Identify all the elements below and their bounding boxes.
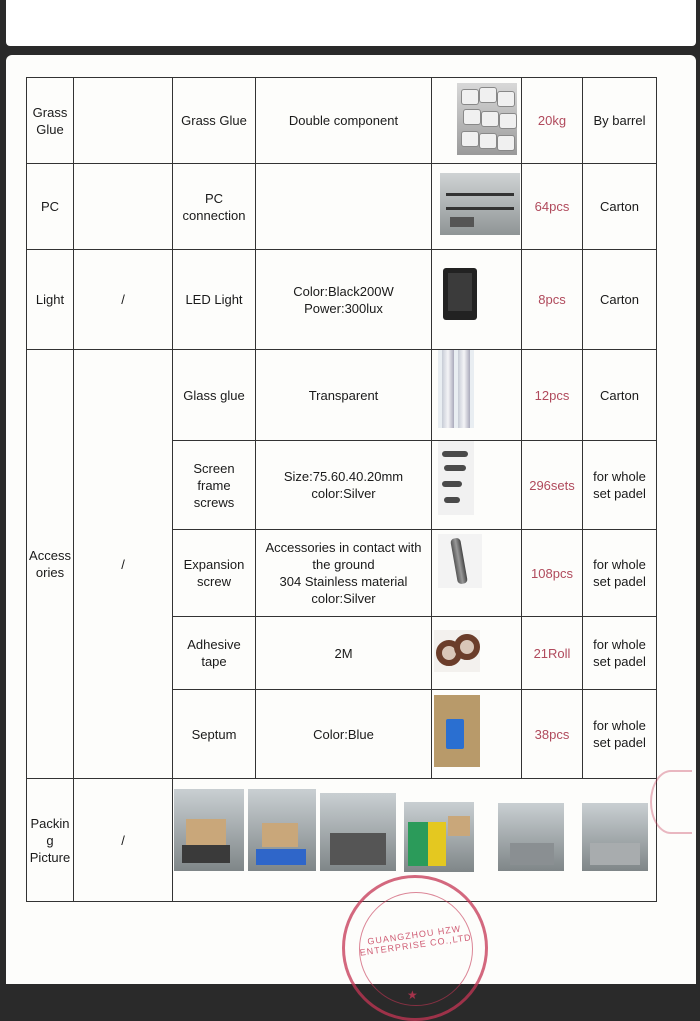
sub-cell: / bbox=[121, 832, 125, 848]
spec-expansion-screw: Accessories in contact with the ground 304 Stainless material color:Silver bbox=[265, 540, 422, 606]
glass-glue-photo bbox=[438, 350, 474, 428]
category-grass-glue: Grass Glue bbox=[32, 104, 68, 137]
spec-glass-glue: Transparent bbox=[308, 387, 379, 403]
led-light-photo bbox=[440, 265, 482, 327]
pack-pc: Carton bbox=[599, 199, 640, 214]
pack-glass-glue: Carton bbox=[599, 387, 640, 403]
qty-grass-glue: 20kg bbox=[537, 113, 567, 128]
stamp-star-icon: ★ bbox=[407, 988, 418, 1002]
item-septum: Septum bbox=[191, 726, 237, 742]
sub-cell: / bbox=[121, 556, 125, 572]
category-light: Light bbox=[35, 292, 65, 307]
item-pc-connection: PC connection bbox=[182, 190, 246, 223]
qty-septum: 38pcs bbox=[534, 726, 570, 742]
packing-photo-5 bbox=[498, 803, 564, 871]
category-pc: PC bbox=[40, 199, 60, 214]
qty-led-light: 8pcs bbox=[538, 292, 566, 307]
expansion-screw-photo bbox=[438, 534, 482, 588]
partial-stamp bbox=[650, 770, 692, 834]
item-expansion-screw: Expansion screw bbox=[183, 557, 245, 589]
septum-photo bbox=[434, 695, 480, 767]
pack-grass-glue: By barrel bbox=[593, 113, 646, 128]
spec-grass-glue: Double component bbox=[288, 113, 399, 128]
spec-screws: Size:75.60.40.20mm color:Silver bbox=[283, 469, 404, 501]
category-accessories: Access ories bbox=[29, 548, 71, 580]
document-sheet bbox=[6, 55, 696, 1002]
item-led-light: LED Light bbox=[185, 292, 243, 307]
spec-adhesive-tape: 2M bbox=[334, 645, 353, 661]
packing-photo-3 bbox=[320, 793, 396, 871]
spec-pc bbox=[256, 164, 431, 249]
packing-photo-4 bbox=[404, 802, 474, 872]
pack-led-light: Carton bbox=[599, 292, 640, 307]
spec-led-light: Color:Black200W Power:300lux bbox=[293, 283, 394, 316]
item-screws: Screen frame screws bbox=[193, 460, 235, 510]
spec-septum: Color:Blue bbox=[313, 726, 374, 742]
screws-photo bbox=[438, 441, 474, 515]
pc-connection-photo bbox=[440, 173, 520, 235]
pack-septum: for whole set padel bbox=[593, 718, 646, 750]
pack-expansion-screw: for whole set padel bbox=[593, 557, 646, 589]
top-strip bbox=[6, 0, 696, 46]
packing-photo-2 bbox=[248, 789, 316, 871]
item-glass-glue: Glass glue bbox=[183, 387, 245, 403]
qty-glass-glue: 12pcs bbox=[534, 387, 570, 403]
qty-pc: 64pcs bbox=[534, 199, 570, 214]
packing-photo-6 bbox=[582, 803, 648, 871]
item-grass-glue: Grass Glue bbox=[181, 113, 247, 128]
sub-cell bbox=[74, 78, 172, 163]
category-packing-picture: Packin g Picture bbox=[29, 815, 71, 865]
company-stamp: GUANGZHOU HZW ENTERPRISE CO.,LTD ★ bbox=[342, 875, 488, 1021]
qty-expansion-screw: 108pcs bbox=[531, 565, 573, 581]
pack-adhesive-tape: for whole set padel bbox=[593, 637, 646, 669]
packing-photo-1 bbox=[174, 789, 244, 871]
tape-photo bbox=[434, 630, 480, 672]
item-adhesive-tape: Adhesive tape bbox=[187, 637, 241, 669]
buckets-photo bbox=[457, 83, 517, 155]
qty-screws: 296sets bbox=[529, 477, 575, 493]
sub-cell: / bbox=[121, 292, 125, 307]
qty-adhesive-tape: 21Roll bbox=[533, 645, 571, 661]
sub-cell bbox=[74, 164, 172, 249]
pack-screws: for whole set padel bbox=[593, 469, 646, 501]
